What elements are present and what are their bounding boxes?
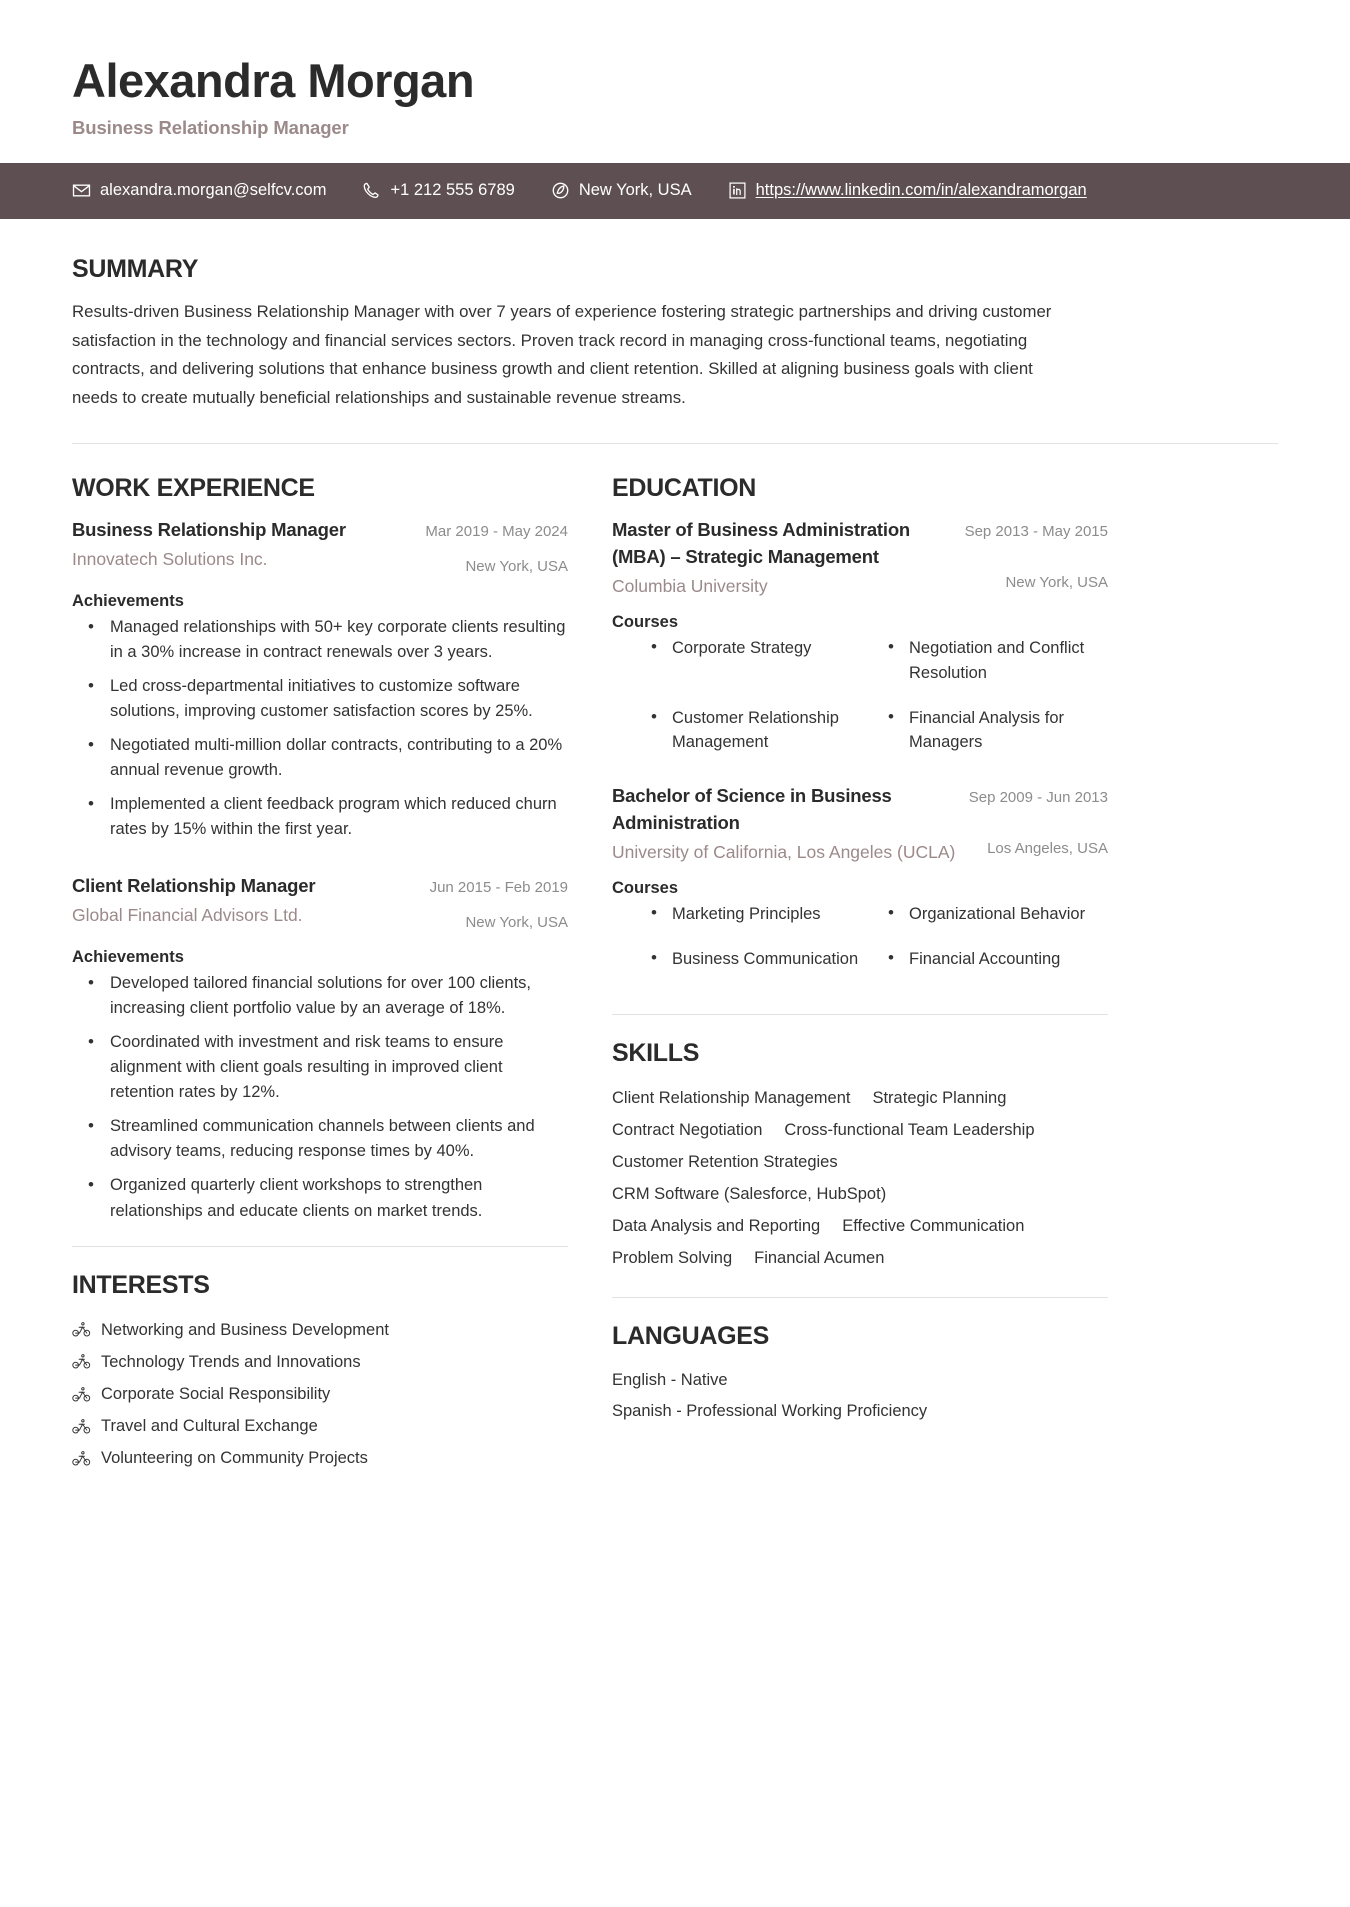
contact-bar: [0, 163, 1350, 219]
envelope-icon: [72, 181, 91, 200]
contact-linkedin[interactable]: [728, 181, 1087, 200]
skills-title: SKILLS: [612, 1038, 700, 1067]
education-location: Los Angeles, USA: [987, 839, 1108, 857]
education-entry-header: [612, 517, 1108, 571]
interest-item-label: Volunteering on Community Projects: [101, 1449, 368, 1468]
resume-header: [0, 0, 1350, 139]
interest-item-label: Technology Trends and Innovations: [101, 1352, 361, 1371]
list-item: • Developed tailored financial solutions for over 100 clients, increasing client portfolio value by an average of 18%.: [80, 971, 568, 1021]
education-courses: [612, 902, 1108, 992]
work-entry-achievements: [72, 971, 568, 1224]
courses-label: Courses: [612, 613, 679, 632]
contact-location-text: New York, USA: [578, 181, 692, 200]
work-entry-header: [72, 517, 568, 578]
skill-item: Financial Acumen: [754, 1249, 885, 1268]
work-entry-date: Mar 2019 - May 2024: [425, 523, 568, 541]
work-entry-location: New York, USA: [465, 557, 568, 575]
bicycle-icon: [72, 1449, 91, 1468]
education-entry-subheader: [612, 571, 1108, 599]
interest-item-label: Travel and Cultural Exchange: [101, 1417, 318, 1436]
skill-item: Contract Negotiation: [612, 1120, 763, 1139]
education-institution: University of California, Los Angeles (UCLA): [612, 841, 956, 862]
interests-divider: [72, 1246, 568, 1247]
contact-phone[interactable]: [362, 181, 514, 200]
interest-item: [72, 1442, 568, 1474]
list-item: • Corporate Strategy: [648, 636, 871, 686]
skill-item: Strategic Planning: [872, 1088, 1007, 1107]
interest-item: [72, 1410, 568, 1442]
linkedin-icon: [728, 181, 747, 200]
education-entry-headings: [612, 517, 951, 571]
education-title: EDUCATION: [612, 474, 757, 503]
skills-divider: [612, 1014, 1108, 1015]
list-item: • Led cross-departmental initiatives to customize software solutions, improving customer satisfaction scores by 25%.: [80, 674, 568, 724]
education-entry-subheader: [612, 837, 1108, 865]
education-entry: [612, 783, 1108, 991]
work-entry-role: Client Relationship Manager: [72, 875, 316, 897]
education-degree: Master of Business Administration (MBA) – Strategic Management: [612, 519, 911, 568]
work-entry-headings: [72, 873, 416, 928]
contact-email-text: alexandra.morgan@selfcv.com: [100, 181, 327, 200]
interests-title: INTERESTS: [72, 1270, 210, 1299]
languages-divider: [612, 1297, 1108, 1298]
bicycle-icon: [72, 1320, 91, 1339]
work-entry-role: Business Relationship Manager: [72, 519, 346, 541]
work-entry-organization: Innovatech Solutions Inc.: [72, 549, 268, 570]
work-entry-location: New York, USA: [465, 913, 568, 931]
work-entry-meta: [425, 517, 568, 578]
list-item: • Coordinated with investment and risk teams to ensure alignment with client goals resulting in improved client retention rates by 12%.: [80, 1030, 568, 1105]
language-item: Spanish - Professional Working Proficiency: [612, 1402, 928, 1421]
work-entry-organization: Global Financial Advisors Ltd.: [72, 905, 303, 926]
interest-item-label: Corporate Social Responsibility: [101, 1384, 331, 1403]
language-item: English - Native: [612, 1370, 728, 1389]
work-entry-achievements: [72, 615, 568, 843]
contact-email[interactable]: [72, 181, 326, 200]
skill-item: Effective Communication: [842, 1217, 1025, 1236]
skill-item: Problem Solving: [612, 1249, 733, 1268]
main-columns: [72, 444, 1278, 1474]
summary-text: Results-driven Business Relationship Manager with over 7 years of experience fostering strategic partnerships and driving customer satisfaction in the technology and financial services sectors. Proven track record in managing cross-functional teams, negotiating contracts, and delivering solutions that enhance business growth and client retention. Skilled at aligning business goals with client needs to create mutually beneficial relationships and sustainable revenue streams.: [72, 301, 1052, 408]
right-column: [612, 474, 1108, 1428]
education-institution: Columbia University: [612, 575, 768, 596]
interest-item: [72, 1314, 568, 1346]
work-experience-title: WORK EXPERIENCE: [72, 474, 315, 503]
location-pin-icon: [551, 181, 570, 200]
skills-list: [612, 1082, 1108, 1275]
contact-linkedin-link[interactable]: https://www.linkedin.com/in/alexandramorgan: [755, 181, 1087, 200]
list-item: • Managed relationships with 50+ key corporate clients resulting in a 30% increase in contract renewals over 3 years.: [80, 615, 568, 665]
work-entry-meta: [430, 873, 568, 934]
left-column: [72, 474, 568, 1474]
skill-item: Cross-functional Team Leadership: [784, 1120, 1035, 1139]
skill-item: CRM Software (Salesforce, HubSpot): [612, 1185, 887, 1204]
achievements-label: Achievements: [72, 947, 184, 966]
bicycle-icon: [72, 1352, 91, 1371]
languages-title: LANGUAGES: [612, 1321, 770, 1350]
skills-section: [612, 1039, 1108, 1275]
skill-item: Customer Retention Strategies: [612, 1152, 838, 1171]
summary-section: [72, 219, 1278, 414]
list-item: • Organized quarterly client workshops to strengthen relationships and educate clients on market trends.: [80, 1173, 568, 1223]
resume-content: [0, 219, 1350, 1475]
education-section: [612, 474, 1108, 991]
list-item: • Marketing Principles: [648, 902, 871, 927]
list-item: • Business Communication: [648, 947, 871, 972]
skill-item: Data Analysis and Reporting: [612, 1217, 821, 1236]
list-item: • Negotiation and Conflict Resolution: [885, 636, 1108, 686]
work-entry-date: Jun 2015 - Feb 2019: [429, 879, 568, 897]
work-entry-header: [72, 873, 568, 934]
languages-section: [612, 1322, 1108, 1428]
interest-item: [72, 1378, 568, 1410]
interest-item-label: Networking and Business Development: [101, 1320, 389, 1339]
work-entry: [72, 873, 568, 1223]
list-item: • Implemented a client feedback program which reduced churn rates by 15% within the first year.: [80, 792, 568, 842]
education-entry-headings: [612, 783, 955, 837]
list-item: • Financial Accounting: [885, 947, 1108, 972]
skill-item: Client Relationship Management: [612, 1088, 851, 1107]
education-entry-header: [612, 783, 1108, 837]
achievements-label: Achievements: [72, 591, 184, 610]
work-experience-section: [72, 474, 568, 1223]
interests-section: [72, 1271, 568, 1475]
education-location: New York, USA: [1005, 573, 1108, 591]
work-entry-headings: [72, 517, 411, 572]
list-item: • Customer Relationship Management: [648, 706, 871, 756]
summary-section-title: SUMMARY: [72, 254, 199, 283]
phone-icon: [362, 181, 381, 200]
contact-location: [551, 181, 692, 200]
header-job-title: Business Relationship Manager: [72, 116, 349, 138]
education-courses: [612, 636, 1108, 775]
entry-spacer: [72, 851, 568, 873]
contact-phone-text: +1 212 555 6789: [390, 181, 515, 200]
education-date: Sep 2009 - Jun 2013: [968, 789, 1108, 807]
courses-label: Courses: [612, 879, 679, 897]
education-entry-meta: [969, 783, 1108, 809]
bicycle-icon: [72, 1385, 91, 1404]
bicycle-icon: [72, 1417, 91, 1436]
work-entry: [72, 517, 568, 842]
page-title: Alexandra Morgan: [72, 54, 475, 107]
interest-item: [72, 1346, 568, 1378]
list-item: • Financial Analysis for Managers: [885, 706, 1108, 756]
education-date: Sep 2013 - May 2015: [964, 523, 1108, 541]
list-item: • Negotiated multi-million dollar contracts, contributing to a 20% annual revenue growth.: [80, 733, 568, 783]
education-degree: Bachelor of Science in Business Administration: [612, 785, 892, 833]
list-item: • Organizational Behavior: [885, 902, 1108, 927]
education-entry-meta: [965, 517, 1108, 543]
list-item: • Streamlined communication channels between clients and advisory teams, reducing response times by 40%.: [80, 1114, 568, 1164]
education-entry: [612, 517, 1108, 775]
